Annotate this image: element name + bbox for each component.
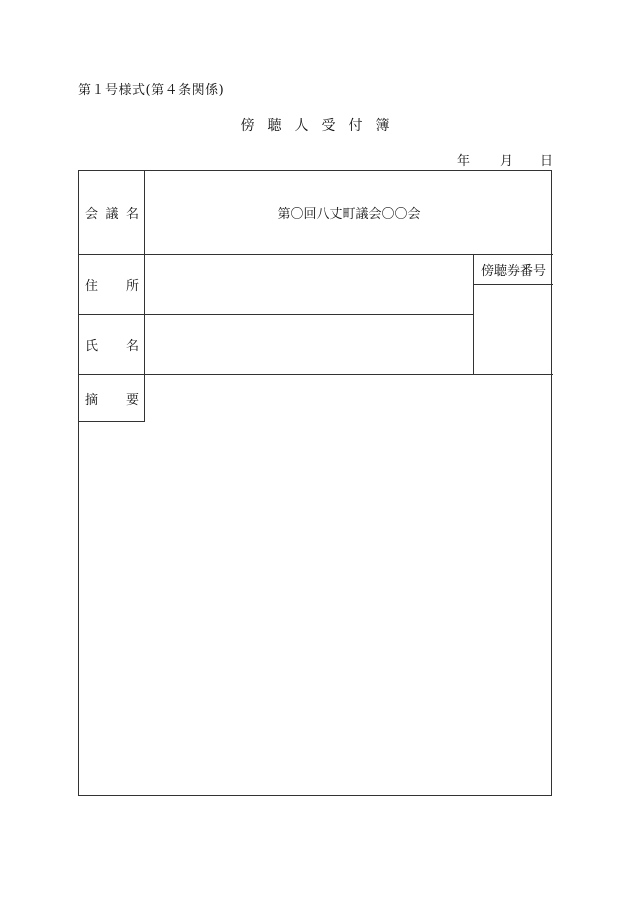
meeting-name-label: 会 議 名	[85, 207, 139, 222]
summary-label-bottom	[79, 421, 145, 422]
name-field[interactable]	[145, 315, 473, 374]
date-year-label: 年	[457, 154, 471, 169]
address-field[interactable]	[145, 255, 473, 314]
address-label: 住 所	[85, 279, 139, 294]
form-number: 第１号様式(第４条関係)	[78, 83, 225, 98]
ticket-number-label: 傍聴券番号	[480, 264, 546, 279]
summary-field[interactable]	[145, 375, 553, 795]
date-month-label: 月	[500, 154, 514, 169]
page-title: 傍聴人受付簿	[240, 118, 403, 134]
summary-label: 摘 要	[85, 392, 139, 408]
date-day-label: 日	[540, 154, 554, 169]
name-label: 氏 名	[85, 339, 139, 354]
ticket-number-field[interactable]	[474, 285, 553, 374]
meeting-name-value: 第〇回八丈町議会〇〇会	[277, 207, 421, 222]
reception-table	[78, 170, 552, 796]
